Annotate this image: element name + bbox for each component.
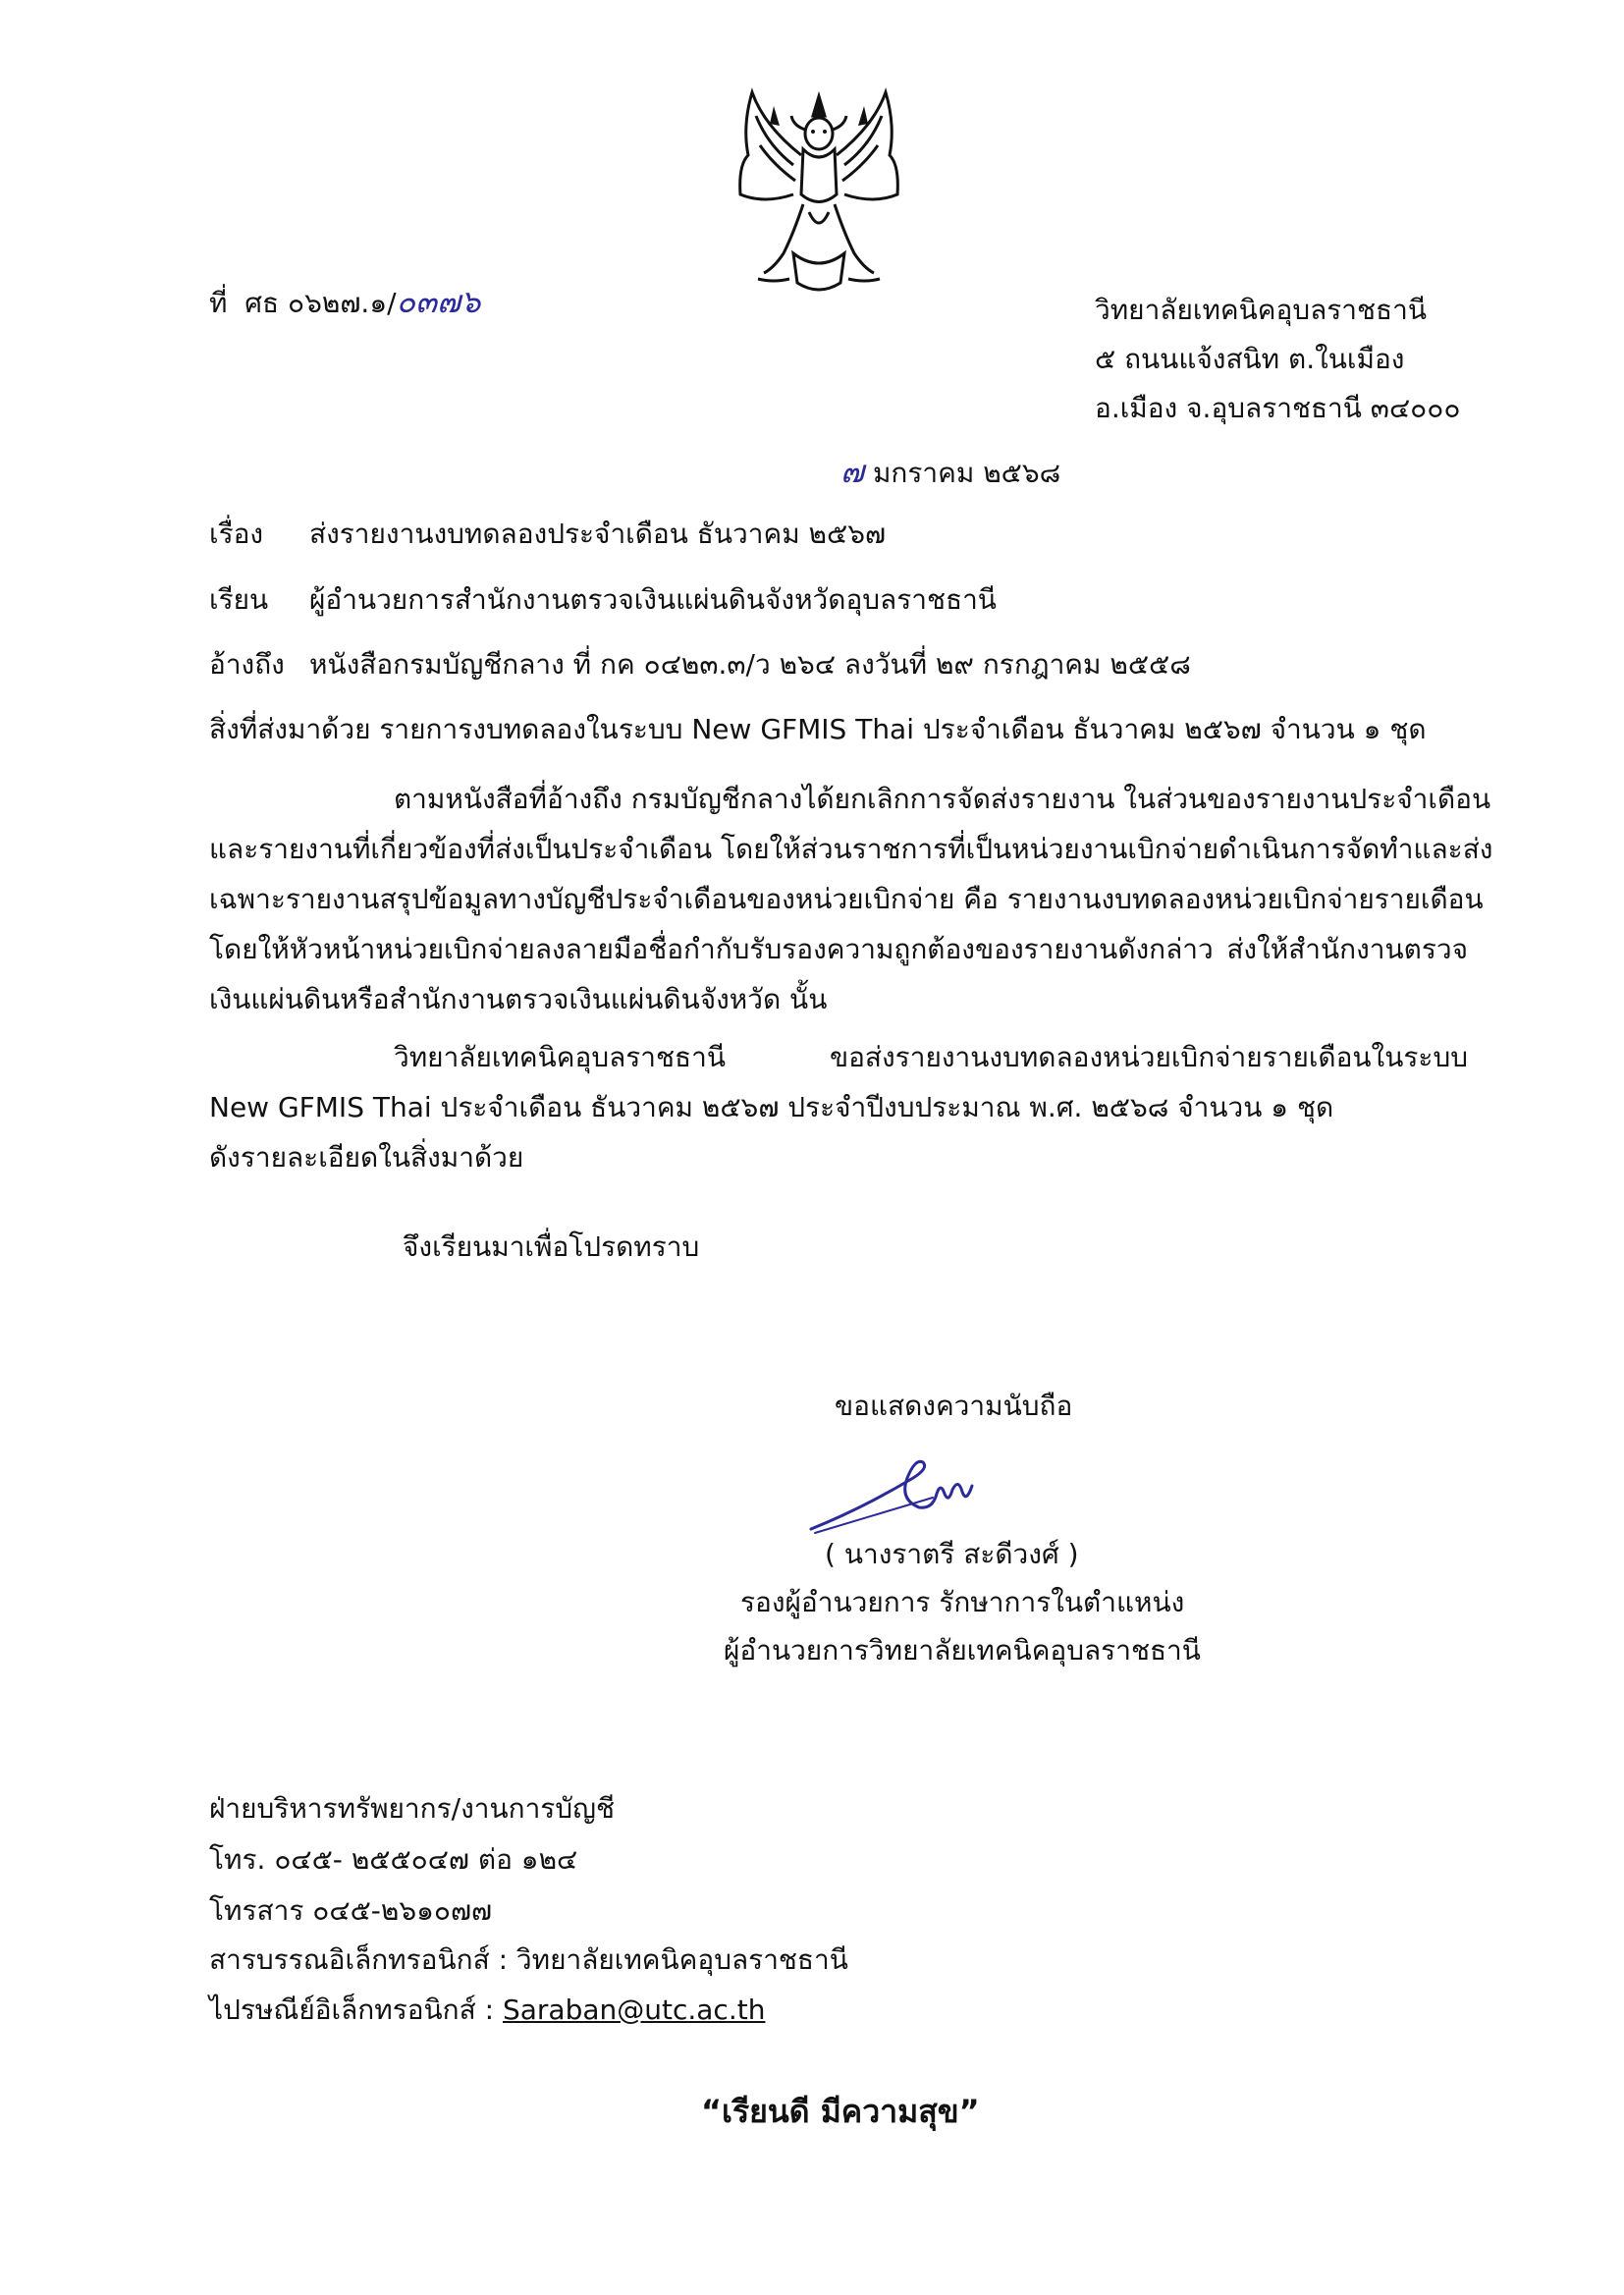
ref-label: ที่ [209, 287, 228, 319]
org-address-line-1: วิทยาลัยเทคนิคอุบลราชธานี [1095, 294, 1427, 326]
closing-request: จึงเรียนมาเพื่อโปรดทราบ [403, 1230, 700, 1263]
paragraph-line: เงินแผ่นดินหรือสำนักงานตรวจเงินแผ่นดินจังหวัด นั้น [209, 983, 828, 1015]
signer-name: ( นางราตรี สะดีวงศ์ ) [825, 1538, 1079, 1570]
ref-handwritten-number: ๐๓๗๖ [396, 283, 481, 320]
signer-title-1: รองผู้อำนวยการ รักษาการในตำแหน่ง [740, 1586, 1185, 1618]
handwritten-signature [805, 1439, 1001, 1547]
footer-email-label: ไปรษณีย์อิเล็กทรอนิกส์ : [209, 1994, 503, 2026]
enclosure-line [209, 710, 1427, 749]
subject-text: ส่งรายงานงบทดลองประจำเดือน ธันวาคม ๒๕๖๗ [309, 518, 887, 550]
paragraph-line: New GFMIS Thai ประจำเดือน ธันวาคม ๒๕๖๗ ประจำปีงบประมาณ พ.ศ. ๒๕๖๘ จำนวน ๑ ชุด [209, 1091, 1334, 1123]
to-label: เรียน [209, 583, 269, 616]
org-address-line-2: ๕ ถนนแจ้งสนิท ต.ในเมือง [1095, 343, 1405, 375]
letter-date [840, 452, 1060, 493]
footer-department: ฝ่ายบริหารทรัพยากร/งานการบัญชี [209, 1792, 615, 1825]
paragraph-line: ดังรายละเอียดในสิ่งมาด้วย [209, 1141, 524, 1174]
reference-number [209, 282, 480, 323]
footer-email-line [209, 1991, 765, 2030]
footer-saraban: สารบรรณอิเล็กทรอนิกส์ : วิทยาลัยเทคนิคอุบลราชธานี [209, 1943, 848, 1976]
signer-title-2: ผู้อำนวยการวิทยาลัยเทคนิคอุบลราชธานี [724, 1634, 1201, 1667]
paragraph-line: และรายงานที่เกี่ยวข้องที่ส่งเป็นประจำเดือน โดยให้ส่วนราชการที่เป็นหน่วยงานเบิกจ่ายดำเนินการจัดทำและส่ง [209, 833, 1493, 865]
footer-fax: โทรสาร ๐๔๕-๒๖๑๐๗๗ [209, 1894, 493, 1927]
body-paragraph-1 [209, 774, 1493, 1024]
paragraph-line: วิทยาลัยเทคนิคอุบลราชธานี ขอส่งรายงานงบทดลองหน่วยเบิกจ่ายรายเดือนในระบบ [394, 1041, 1468, 1073]
closing-salutation: ขอแสดงความนับถือ [835, 1390, 1073, 1422]
paragraph-line: ตามหนังสือที่อ้างถึง กรมบัญชีกลางได้ยกเลิกการจัดส่งรายงาน ในส่วนของรายงานประจำเดือน [394, 783, 1491, 815]
enclosure-label: สิ่งที่ส่งมาด้วย [209, 713, 371, 745]
ref-prefix: ศธ ๐๖๒๗.๑/ [244, 287, 397, 319]
footer-email-link[interactable]: Saraban@utc.ac.th [502, 1994, 766, 2026]
date-day-handwritten: ๗ [840, 453, 865, 490]
body-paragraph-2 [209, 1032, 1468, 1182]
reference-text: หนังสือกรมบัญชีกลาง ที่ กค ๐๔๒๓.๓/ว ๒๖๔ ลงวันที่ ๒๙ กรกฎาคม ๒๕๕๘ [309, 648, 1191, 681]
school-motto: “เรียนดี มีความสุข” [701, 2093, 980, 2130]
subject-label: เรื่อง [209, 518, 264, 550]
reference-label: อ้างถึง [209, 648, 285, 681]
garuda-emblem-icon [734, 86, 903, 302]
to-text: ผู้อำนวยการสำนักงานตรวจเงินแผ่นดินจังหวัดอุบลราชธานี [309, 583, 997, 616]
footer-phone: โทร. ๐๔๕- ๒๕๕๐๔๗ ต่อ ๑๒๔ [209, 1843, 578, 1876]
date-month-year: มกราคม ๒๕๖๘ [872, 457, 1061, 489]
paragraph-line: เฉพาะรายงานสรุปข้อมูลทางบัญชีประจำเดือนของหน่วยเบิกจ่าย คือ รายงานงบทดลองหน่วยเบิกจ่ายรายเดือน [209, 883, 1484, 915]
org-address-line-3: อ.เมือง จ.อุบลราชธานี ๓๔๐๐๐ [1095, 392, 1461, 424]
paragraph-line: โดยให้หัวหน้าหน่วยเบิกจ่ายลงลายมือชื่อกำกับรับรองความถูกต้องของรายงานดังกล่าว ส่งให้สำนักงานตรวจ [209, 933, 1468, 965]
enclosure-text: รายการงบทดลองในระบบ New GFMIS Thai ประจำเดือน ธันวาคม ๒๕๖๗ จำนวน ๑ ชุด [379, 713, 1427, 745]
